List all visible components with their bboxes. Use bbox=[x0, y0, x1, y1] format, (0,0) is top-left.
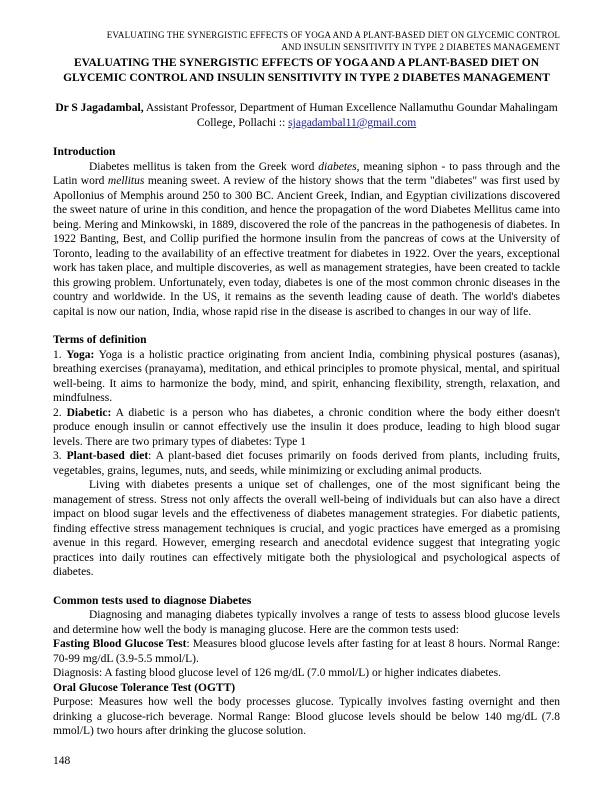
introduction-paragraph bbox=[53, 160, 560, 320]
running-head-line2: AND INSULIN SENSITIVITY IN TYPE 2 DIABETES MANAGEMENT bbox=[281, 41, 560, 52]
text-segment: Yoga is a holistic practice originating from ancient India, combining physical postures (asanas), breathing exercises (pranayama), meditation, and ethical principles to promote physical, mental, and spiritual well-being. It aims to harmonize the body, mind, and spirit, enhancing flexibility, strength, relaxation, and mindfulness. bbox=[53, 348, 560, 404]
author-name: Dr S Jagadambal, bbox=[55, 102, 144, 114]
ogtt-heading: Oral Glucose Tolerance Test (OGTT) bbox=[53, 681, 236, 694]
tests-intro-paragraph: Diagnosing and managing diabetes typically involves a range of tests to assess blood glucose levels and determine how well the body is managing glucose. Here are the common tests used: bbox=[53, 609, 560, 636]
text-segment: meaning sweet. A review of the history shows that the term "diabetes" was first used by Apollonius of Memphis around 250 to 300 BC. Ancient Greek, Indian, and Egyptian civilizations discovered the sweet nature of urine in this condition, and hence the propagation of the word Diabetes Mellitus came into being. Mering and Minkowski, in 1889, discovered the role of the pancreas in the pathogenesis of diabetes. In 1922 Banting, Best, and Collip purified the hormone insulin from the pancreas of cows at the University of Toronto, leading to the availability of an effective treatment for diabetes in 1922. Over the years, exceptional work has taken place, and multiple discoveries, as well as management strategies, have been created to tackle this growing problem. Unfortunately, even today, diabetes is one of the most common chronic diseases in the country and worldwide. In the US, it remains as the seventh leading cause of death. The world's diabetes capital is now our nation, India, whose rapid rise in the disease is ascribed to changes in our way of life. bbox=[53, 175, 561, 318]
item-number: 1. bbox=[53, 348, 67, 361]
running-head bbox=[53, 30, 560, 53]
diagnosis-line: Diagnosis: A fasting blood glucose level of 126 mg/dL (7.0 mmol/L) or higher indicates diabetes. bbox=[53, 667, 501, 679]
author-email-link[interactable]: sjagadambal11@gmail.com bbox=[288, 117, 417, 129]
section-heading-tests: Common tests used to diagnose Diabetes bbox=[53, 594, 252, 607]
term-label-yoga: Yoga: bbox=[66, 348, 95, 361]
paper-title: EVALUATING THE SYNERGISTIC EFFECTS OF YOGA AND A PLANT-BASED DIET ON GLYCEMIC CONTROL AND INSULIN SENSITIVITY IN TYPE 2 DIABETES MANAGEMENT bbox=[63, 57, 550, 84]
section-heading-introduction: Introduction bbox=[53, 146, 116, 158]
author-affiliation: Assistant Professor, Department of Human Excellence Nallamuthu Goundar Mahalingam College, Pollachi :: bbox=[143, 102, 558, 129]
term-label-diabetic: Diabetic: bbox=[66, 406, 112, 419]
item-number: 3. bbox=[53, 450, 67, 462]
running-head-line1: EVALUATING THE SYNERGISTIC EFFECTS OF YOGA AND A PLANT-BASED DIET ON GLYCEMIC CONTROL bbox=[106, 30, 560, 40]
italic-term-diabetes: diabetes bbox=[318, 160, 357, 173]
text-segment: : Measures blood glucose levels after fasting for at least 8 hours. Normal Range: 70-99 mg/dL (3.9-5.5 mmol/L). bbox=[53, 638, 560, 665]
term-item-diabetic bbox=[53, 406, 560, 450]
section-heading-terms: Terms of definition bbox=[53, 334, 147, 346]
italic-term-mellitus: mellitus bbox=[107, 175, 145, 187]
text-segment: : A plant-based diet focuses primarily on foods derived from plants, including fruits, vegetables, grains, legumes, nuts, and seeds, while minimizing or excluding animal products. bbox=[53, 450, 561, 477]
term-item-yoga bbox=[53, 348, 560, 406]
page-number: 148 bbox=[53, 754, 71, 767]
term-label-plant-based-diet: Plant-based diet bbox=[66, 450, 149, 462]
fasting-test-paragraph bbox=[53, 637, 560, 666]
item-number: 2. bbox=[53, 406, 67, 419]
fasting-test-label: Fasting Blood Glucose Test bbox=[53, 638, 187, 650]
text-segment: Diabetes mellitus is taken from the Greek word bbox=[89, 160, 319, 173]
author-line bbox=[53, 101, 560, 131]
term-item-plant-based-diet bbox=[53, 449, 560, 478]
stress-paragraph: Living with diabetes presents a unique set of challenges, one of the most significant being the management of stress. Stress not only affects the overall well-being of individuals but can also have a direct impact on blood sugar levels and the effectiveness of diabetes management strategies. For diabetic patients, finding effective stress management techniques is crucial, and yogic practices have emerged as a promising avenue in this regard. However, emerging research and anecdotal evidence suggest that integrating yogic practices into daily routines can effectively mitigate both the physiological and psychological aspects of diabetes. bbox=[53, 479, 560, 578]
text-segment: A diabetic is a person who has diabetes, a chronic condition where the body either doesn't produce enough insulin or cannot effectively use the insulin it does produce, leading to high blood sugar levels. There are two primary types of diabetes: Type 1 bbox=[53, 406, 561, 448]
ogtt-paragraph: Purpose: Measures how well the body processes glucose. Typically involves fasting overnight and then drinking a glucose-rich beverage. Normal Range: Blood glucose levels should be below 140 mg/dL (7.8 mmol/L) two hours after drinking the glucose solution. bbox=[53, 696, 560, 737]
text-segment: , meaning siphon - to pass through and the Latin word bbox=[53, 160, 561, 187]
